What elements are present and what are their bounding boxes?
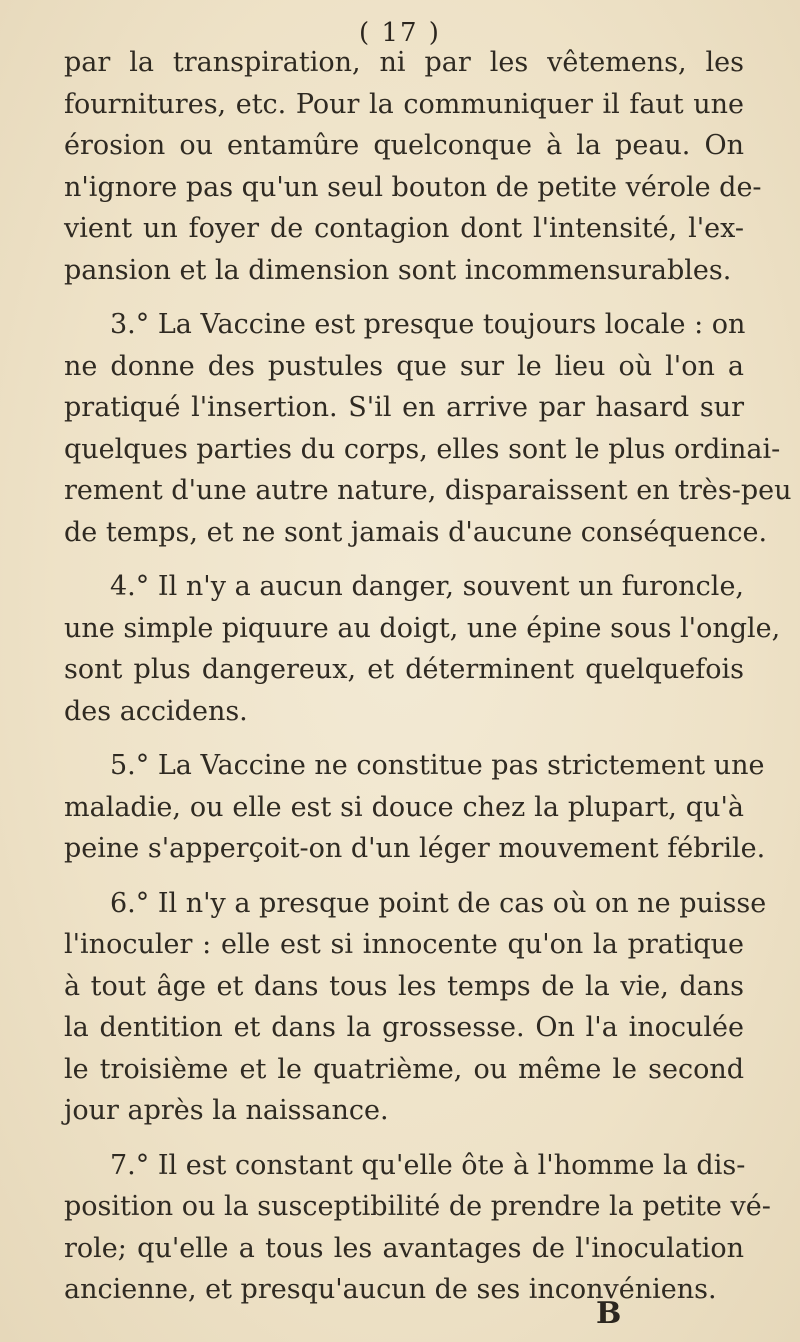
text-line: 6.° Il n'y a presque point de cas où on ne puisse bbox=[110, 888, 767, 919]
text-line: 3.° La Vaccine est presque toujours locale : on bbox=[110, 309, 746, 340]
text-line: ancienne, et presqu'aucun de ses inconvéniens. bbox=[64, 1274, 717, 1305]
text-line: sont plus dangereux, et déterminent quelquefois bbox=[64, 654, 744, 685]
signature-mark: B bbox=[596, 1296, 622, 1331]
text-line: 7.° Il est constant qu'elle ôte à l'homme la dis- bbox=[110, 1150, 746, 1181]
text-line: vient un foyer de contagion dont l'intensité, l'ex- bbox=[64, 213, 744, 244]
text-line: maladie, ou elle est si douce chez la plupart, qu'à bbox=[64, 792, 744, 823]
text-line: pratiqué l'insertion. S'il en arrive par hasard sur bbox=[64, 392, 744, 423]
text-line: l'inoculer : elle est si innocente qu'on la pratique bbox=[64, 929, 744, 960]
text-line: des accidens. bbox=[64, 696, 248, 727]
page-number: ( 17 ) bbox=[359, 18, 441, 48]
text-line: n'ignore pas qu'un seul bouton de petite vérole de- bbox=[64, 172, 762, 203]
text-line: rement d'une autre nature, disparaissent en très-peu bbox=[64, 475, 792, 506]
text-line: la dentition et dans la grossesse. On l'a inoculée bbox=[64, 1012, 744, 1043]
text-line: à tout âge et dans tous les temps de la vie, dans bbox=[64, 971, 744, 1002]
text-line: de temps, et ne sont jamais d'aucune conséquence. bbox=[64, 517, 768, 548]
text-line: fournitures, etc. Pour la communiquer il faut une bbox=[64, 89, 744, 120]
text-line: role; qu'elle a tous les avantages de l'inoculation bbox=[64, 1233, 744, 1264]
text-line: une simple piquure au doigt, une épine sous l'ongle, bbox=[64, 613, 781, 644]
text-line: position ou la susceptibilité de prendre la petite vé- bbox=[64, 1191, 771, 1222]
text-line: érosion ou entamûre quelconque à la peau. On bbox=[64, 130, 744, 161]
text-line: jour après la naissance. bbox=[64, 1095, 389, 1126]
text-line: quelques parties du corps, elles sont le plus ordinai- bbox=[64, 434, 781, 465]
text-line: ne donne des pustules que sur le lieu où l'on a bbox=[64, 351, 744, 382]
text-line: 5.° La Vaccine ne constitue pas strictement une bbox=[110, 750, 765, 781]
text-line: le troisième et le quatrième, ou même le second bbox=[64, 1054, 744, 1085]
text-line: pansion et la dimension sont incommensurables. bbox=[64, 255, 732, 286]
text-line: 4.° Il n'y a aucun danger, souvent un furoncle, bbox=[110, 571, 744, 602]
text-line: par la transpiration, ni par les vêtemens, les bbox=[64, 47, 744, 78]
text-line: peine s'apperçoit-on d'un léger mouvement fébrile. bbox=[64, 833, 766, 864]
